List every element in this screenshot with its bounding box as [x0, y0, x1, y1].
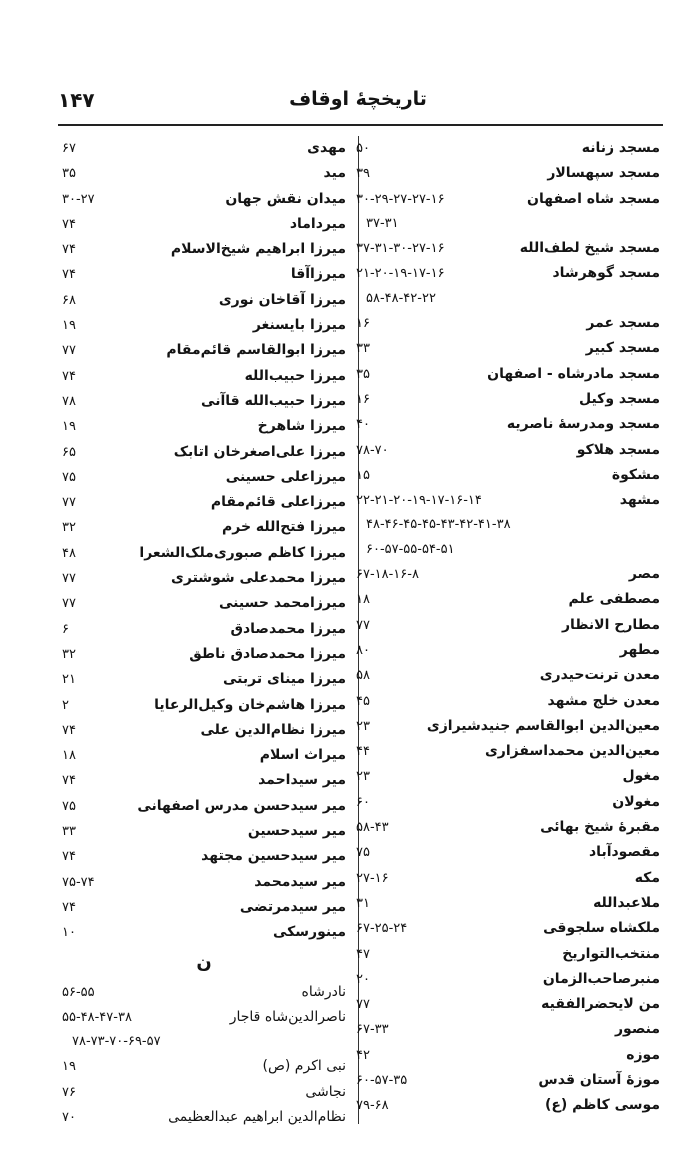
entry-term: میرزامحمد حسینی — [219, 595, 346, 612]
entry-pages: ۷۴ — [62, 722, 76, 738]
entry-term: نظام‌الدین ابراهیم عبدالعظیمی — [168, 1108, 346, 1125]
entry-pages: ۷۷ — [62, 495, 76, 511]
entry-pages: ۷۵-۷۴ — [62, 874, 95, 890]
index-entry — [62, 819, 346, 844]
index-entry — [62, 980, 346, 1005]
index-entry — [356, 488, 660, 513]
entry-term: ملکشاه سلجوقی — [543, 920, 660, 937]
index-entry — [62, 1054, 346, 1079]
entry-term: میرزا آقاخان نوری — [218, 291, 346, 308]
entry-pages: ۲۰ — [356, 971, 370, 987]
index-entry — [356, 387, 660, 412]
entry-term: میرزا محمدصادق — [230, 620, 346, 637]
entry-term: منتخب‌التواریخ — [562, 945, 660, 962]
entry-term: معدن خلج مشهد — [547, 692, 660, 709]
index-entry — [356, 261, 660, 286]
index-entry — [356, 840, 660, 865]
entry-term: مید — [323, 165, 346, 182]
index-entry — [62, 465, 346, 490]
index-entry — [356, 1017, 660, 1042]
entry-term: مشکوة — [611, 466, 660, 483]
index-entry — [62, 440, 346, 465]
index-entry — [356, 967, 660, 992]
entry-term: مصر — [628, 566, 660, 583]
entry-term: میرزا علی‌اصغرخان اتابک — [173, 443, 346, 460]
index-entry — [62, 288, 346, 313]
index-entry — [62, 743, 346, 768]
entry-pages: ۴۵ — [356, 693, 370, 709]
entry-pages: ۴۸ — [62, 545, 76, 561]
index-entry — [62, 895, 346, 920]
entry-term: ملاعبدالله — [593, 894, 660, 911]
index-entry — [356, 764, 660, 789]
entry-term: مغول — [622, 768, 660, 785]
entry-pages: ۷۹-۶۸ — [356, 1098, 389, 1114]
entry-term: میراث اسلام — [259, 747, 346, 764]
entry-pages: ۳۲ — [62, 646, 76, 662]
index-entry — [62, 1105, 346, 1130]
entry-term: میرزا حبیب‌الله قاآنی — [201, 392, 346, 409]
entry-term: مقبرهٔ شیخ بهائی — [540, 819, 660, 836]
index-entry — [62, 566, 346, 591]
entry-term: نجاشی — [305, 1083, 346, 1100]
entry-pages: ۱۹ — [62, 318, 76, 334]
entry-term: مقصودآباد — [589, 844, 660, 861]
index-entry — [356, 412, 660, 437]
entry-term: مسجد سپهسالار — [547, 165, 660, 182]
index-entry — [356, 1093, 660, 1118]
entry-pages: ۶۰ — [356, 794, 370, 810]
entry-pages: ۳۵ — [62, 166, 76, 182]
entry-term: میرزا کاظم صبوری‌ملک‌الشعرا — [139, 544, 346, 561]
entry-term: میدان نقش جهان — [225, 190, 346, 207]
page-header — [58, 88, 658, 118]
index-entry — [356, 714, 660, 739]
entry-term: مسجد عمر — [586, 315, 660, 332]
entry-term: معین‌الدین ابوالقاسم جنیدشیرازی — [426, 717, 660, 734]
entry-pages: ۷۷ — [356, 997, 370, 1013]
entry-pages: ۶۵ — [62, 444, 76, 460]
entry-term: میرزاآقا — [290, 266, 346, 283]
entry-pages: ۷۵ — [62, 469, 76, 485]
index-entry — [62, 1080, 346, 1105]
index-entry — [356, 161, 660, 186]
entry-term: مسجد شیخ لطف‌الله — [519, 240, 660, 257]
entry-term: موسی کاظم (ع) — [544, 1097, 660, 1114]
entry-term: مسجد شاه اصفهان — [527, 190, 660, 207]
entry-pages: ۵۶-۵۵ — [62, 984, 95, 1000]
entry-pages: ۴۰ — [356, 417, 370, 433]
entry-pages: ۷۴ — [62, 773, 76, 789]
entry-pages: ۶ — [62, 621, 69, 637]
entry-term: میرزا نظام‌الدین علی — [200, 721, 346, 738]
entry-term: مکه — [634, 869, 660, 886]
index-entry — [356, 438, 660, 463]
entry-term: میر سیدحسین — [247, 823, 346, 840]
index-entry — [62, 313, 346, 338]
index-entry — [356, 1068, 660, 1093]
entry-term: میرزا مینای تربتی — [223, 671, 346, 688]
entry-term: میر سیداحمد — [258, 772, 346, 789]
entry-term: من لایحضرالفقیه — [541, 996, 660, 1013]
index-entry — [62, 1005, 346, 1030]
index-entry — [62, 338, 346, 363]
entry-pages: ۶۷ — [62, 141, 76, 156]
index-entry — [62, 844, 346, 869]
entry-term: میر سیدمحمد — [254, 873, 346, 890]
index-entry — [62, 794, 346, 819]
index-entry — [356, 463, 660, 488]
index-entry — [62, 667, 346, 692]
entry-term: مسجد زنانه — [581, 140, 660, 156]
entry-pages: ۵۰ — [356, 141, 370, 156]
entry-term: میرزا فتح‌الله خرم — [222, 519, 346, 536]
entry-term: میرزا بایسنغر — [252, 317, 346, 334]
entry-pages: ۴۲ — [356, 1047, 370, 1063]
entry-pages: ۲۷-۱۶ — [356, 870, 389, 886]
index-entry — [356, 236, 660, 261]
index-entry — [356, 992, 660, 1017]
index-entry — [62, 617, 346, 642]
entry-pages: ۷۴ — [62, 849, 76, 865]
entry-term: نبی اکرم (ص) — [262, 1058, 346, 1075]
entry-pages: ۱۹ — [62, 1059, 76, 1075]
entry-pages: ۶۷-۲۵-۲۴ — [356, 921, 408, 937]
entry-pages: ۷۴ — [62, 267, 76, 283]
entry-term: مسجد ومدرسهٔ ناصریه — [506, 416, 660, 433]
entry-term: میرزا هاشم‌خان وکیل‌الرعایا — [154, 696, 346, 713]
index-entry — [62, 389, 346, 414]
entry-term: موزه — [626, 1046, 660, 1063]
page-number: ۱۴۷ — [58, 88, 95, 112]
entry-pages: ۳۰-۲۷ — [62, 191, 95, 207]
entry-page-continuation: ۵۸-۴۸-۴۲-۲۲ — [366, 290, 436, 306]
index-entry — [356, 562, 660, 587]
index-entry — [62, 136, 346, 161]
index-entry — [356, 942, 660, 967]
entry-pages: ۲۲-۲۱-۲۰-۱۹-۱۷-۱۶-۱۴ — [356, 493, 482, 509]
entry-term: معدن ترنت‌حیدری — [539, 667, 660, 684]
entry-term: مطهر — [619, 641, 660, 658]
entry-pages: ۷۰ — [62, 1109, 76, 1125]
entry-term: نادرشاه — [301, 983, 346, 1000]
entry-term: مصطفی علم — [568, 591, 660, 608]
entry-pages: ۱۵ — [356, 467, 370, 483]
index-entry — [356, 336, 660, 361]
entry-pages: ۲۳ — [356, 769, 370, 785]
entry-pages: ۷۷ — [356, 617, 370, 633]
index-entry — [62, 693, 346, 718]
entry-page-continuation: ۳۷-۳۱ — [366, 215, 399, 231]
index-column-right — [356, 136, 660, 1119]
entry-pages: ۳۹ — [356, 166, 370, 182]
entry-page-continuation: ۷۸-۷۳-۷۰-۶۹-۵۷ — [72, 1034, 161, 1050]
index-entry — [356, 815, 660, 840]
entry-term: میرزا شاهرخ — [257, 418, 346, 435]
index-entry — [356, 587, 660, 612]
entry-pages: ۷۷ — [62, 571, 76, 587]
entry-term: مسجد گوهرشاد — [552, 265, 660, 282]
index-entry — [62, 870, 346, 895]
index-entry — [356, 866, 660, 891]
running-title: تاریخچهٔ اوقاف — [289, 88, 427, 110]
entry-term: میرزا محمدصادق ناطق — [189, 645, 346, 662]
entry-pages: ۷۵ — [62, 798, 76, 814]
entry-page-continuation: ۶۰-۵۷-۵۵-۵۴-۵۱ — [366, 541, 455, 557]
entry-pages: ۸۰ — [356, 642, 370, 658]
entry-pages: ۶۷-۱۸-۱۶-۸ — [356, 567, 419, 583]
index-entry — [62, 262, 346, 287]
entry-page-continuation: ۴۸-۴۶-۴۵-۴۵-۴۳-۴۲-۴۱-۳۸ — [366, 517, 511, 533]
index-entry — [62, 187, 346, 212]
entry-term: مسجد کبیر — [585, 340, 660, 357]
index-entry — [62, 515, 346, 540]
index-entry — [356, 916, 660, 941]
entry-pages: ۷۷ — [62, 596, 76, 612]
entry-term: مغولان — [612, 793, 660, 810]
header-rule — [58, 124, 663, 126]
entry-term: مطارح الانظار — [561, 616, 660, 633]
entry-pages: ۷۴ — [62, 368, 76, 384]
entry-pages: ۶۰-۵۷-۳۵ — [356, 1072, 408, 1088]
entry-pages: ۳۲ — [62, 520, 76, 536]
entry-pages: ۱۹ — [62, 419, 76, 435]
entry-pages: ۳۱ — [356, 895, 370, 911]
entry-term: مسجد مادرشاه - اصفهان — [487, 365, 660, 382]
index-column-left — [62, 136, 346, 1130]
entry-term: میرزا ابوالقاسم قائم‌مقام — [166, 342, 346, 359]
index-entry — [356, 613, 660, 638]
entry-pages: ۱۰ — [62, 925, 76, 941]
entry-pages: ۲۳ — [356, 718, 370, 734]
entry-term: میر سیدحسین مجتهد — [201, 848, 346, 865]
entry-pages: ۵۵-۴۸-۴۷-۳۸ — [62, 1009, 132, 1025]
entry-term: میرزا محمدعلی شوشتری — [171, 570, 346, 587]
entry-pages: ۷۴ — [62, 216, 76, 232]
index-entry — [62, 364, 346, 389]
entry-pages: ۱۶ — [356, 316, 370, 332]
index-entry — [356, 136, 660, 161]
entry-term: مسجد وکیل — [578, 390, 660, 407]
entry-term: میر سیدحسن مدرس اصفهانی — [137, 797, 346, 814]
entry-term: میرزا ابراهیم شیخ‌الاسلام — [170, 241, 346, 258]
entry-pages: ۲ — [62, 697, 69, 713]
entry-pages: ۷۴ — [62, 899, 76, 915]
entry-pages: ۲۱ — [62, 672, 76, 688]
index-entry — [62, 718, 346, 743]
entry-pages: ۳۳ — [356, 341, 370, 357]
index-entry — [356, 187, 660, 212]
entry-pages: ۷۷ — [62, 343, 76, 359]
index-entry — [62, 414, 346, 439]
entry-term: میرزاعلی قائم‌مقام — [210, 494, 346, 511]
index-entry — [356, 362, 660, 387]
index-entry — [62, 212, 346, 237]
index-entry — [62, 642, 346, 667]
entry-pages: ۱۶ — [356, 391, 370, 407]
entry-pages: ۳۷-۳۱-۳۰-۲۷-۱۶ — [356, 241, 445, 257]
entry-pages: ۷۵ — [356, 845, 370, 861]
index-entry — [62, 541, 346, 566]
entry-pages: ۷۴ — [62, 242, 76, 258]
entry-term: مینورسکی — [272, 924, 346, 941]
section-letter: ن — [196, 951, 212, 973]
entry-pages: ۴۴ — [356, 744, 370, 760]
entry-pages: ۶۸ — [62, 292, 76, 308]
entry-term: مسجد هلاکو — [576, 441, 660, 458]
entry-pages: ۳۰-۲۹-۲۷-۲۷-۱۶ — [356, 191, 445, 207]
entry-term: میر سیدمرتضی — [239, 898, 346, 915]
index-entry — [62, 768, 346, 793]
entry-pages: ۳۳ — [62, 824, 76, 840]
entry-term: منبرصاحب‌الزمان — [542, 970, 660, 987]
entry-pages: ۷۶ — [62, 1084, 76, 1100]
entry-term: میرزاعلی حسینی — [225, 468, 346, 485]
entry-pages: ۲۱-۲۰-۱۹-۱۷-۱۶ — [356, 266, 445, 282]
entry-pages: ۱۸ — [62, 748, 76, 764]
index-entry — [62, 920, 346, 945]
entry-pages: ۷۸-۷۰ — [356, 442, 389, 458]
index-entry — [356, 739, 660, 764]
index-entry — [62, 237, 346, 262]
entry-term: موزهٔ آستان قدس — [538, 1071, 660, 1088]
entry-term: معین‌الدین محمداسفزاری — [484, 743, 660, 760]
index-entry — [356, 689, 660, 714]
entry-pages: ۱۸ — [356, 592, 370, 608]
index-entry — [62, 161, 346, 186]
index-entry — [62, 490, 346, 515]
index-entry — [62, 591, 346, 616]
index-entry — [356, 891, 660, 916]
index-entry — [356, 311, 660, 336]
entry-pages: ۵۸-۴۳ — [356, 820, 389, 836]
index-entry — [356, 663, 660, 688]
entry-term: ناصرالدین‌شاه قاجار — [229, 1008, 346, 1025]
entry-pages: ۶۷-۳۳ — [356, 1022, 389, 1038]
entry-term: مشهد — [619, 492, 660, 509]
entry-pages: ۳۵ — [356, 366, 370, 382]
index-entry — [356, 638, 660, 663]
index-entry — [356, 790, 660, 815]
entry-pages: ۵۸ — [356, 668, 370, 684]
entry-term: منصور — [614, 1021, 660, 1038]
entry-term: میرداماد — [289, 215, 346, 232]
entry-pages: ۷۸ — [62, 393, 76, 409]
index-entry — [356, 1043, 660, 1068]
entry-term: میرزا حبیب‌الله — [244, 367, 346, 384]
entry-term: مهدی — [307, 140, 346, 156]
entry-pages: ۴۷ — [356, 946, 370, 962]
